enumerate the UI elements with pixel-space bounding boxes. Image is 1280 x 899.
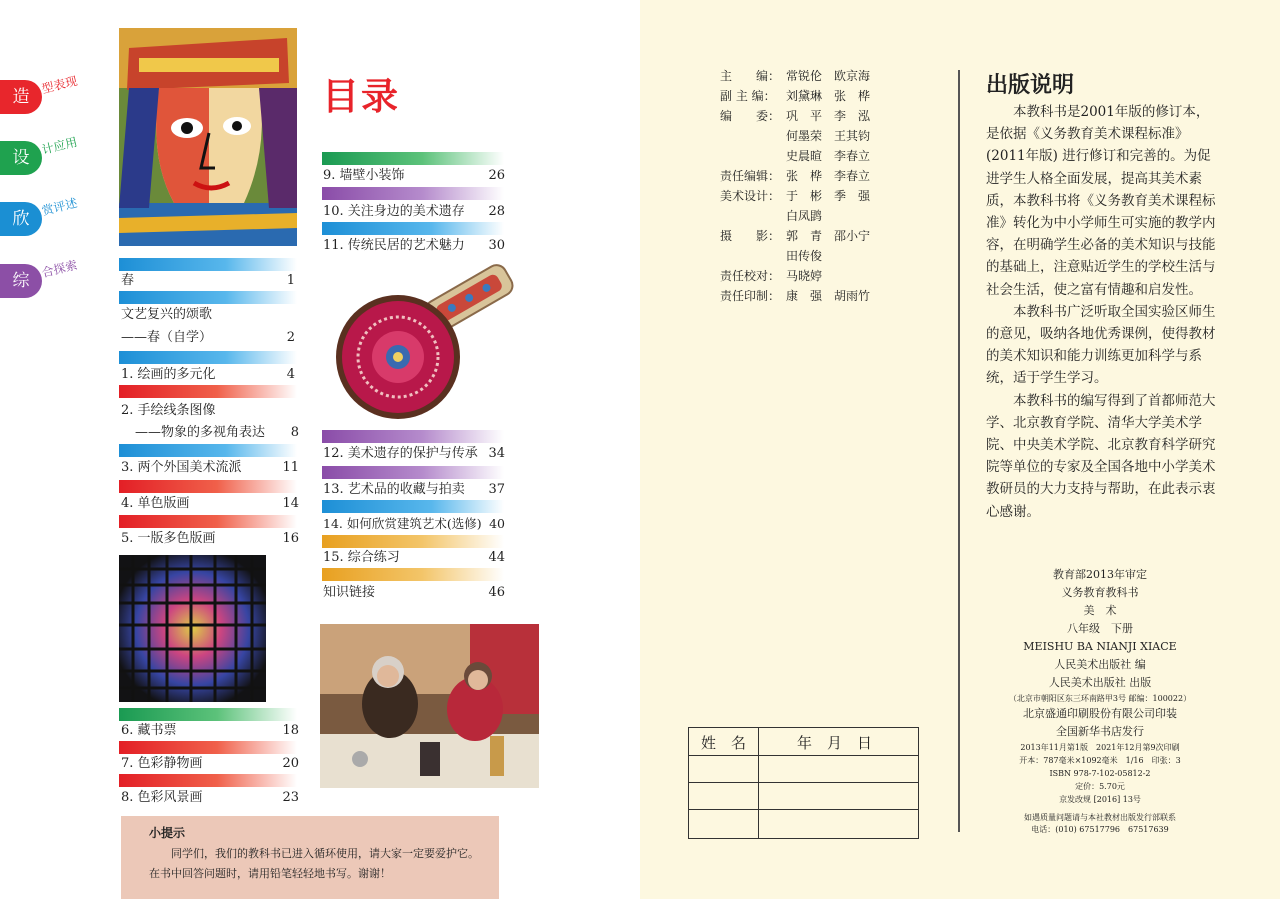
toc-entry-page: 26 [488, 168, 505, 183]
credit-label: 责任印制： [720, 289, 781, 303]
credit-value: 郭 青 邵小宁 [786, 229, 871, 243]
toc-entry-page: 1 [286, 273, 295, 288]
toc-entry-page: 44 [488, 550, 505, 565]
credit-label: 编 委： [720, 109, 781, 123]
credit-value: 田传俊 [786, 249, 823, 263]
imprint-line: 如遇质量问题请与本社教材出版发行部联系 [1024, 813, 1176, 822]
credit-row [720, 226, 870, 246]
imprint-line: 人民美术出版社 编 [1054, 658, 1146, 671]
imprint-line: 义务教育教科书 [1061, 586, 1139, 599]
name-column [689, 728, 759, 838]
toc-entry-title: 2. 手绘线条图像 [121, 403, 216, 418]
name-header: 姓 名 [701, 734, 747, 752]
toc-entry-title: 春 [121, 273, 135, 288]
toc-entry-page: 30 [488, 238, 505, 253]
imprint-line: 定价：5.70元 [1075, 782, 1125, 791]
credit-value: 康 强 胡雨竹 [786, 289, 871, 303]
category-label: 赏评述 [40, 195, 79, 219]
toc-entry-title: ——春（自学） [121, 330, 213, 345]
category-tab-modeling[interactable] [0, 73, 110, 114]
credit-value: 于 彬 季 强 [786, 189, 871, 203]
table-row-line [689, 782, 918, 783]
imprint-line: 开本：787毫米×1092毫米 1/16 印张：3 [1019, 756, 1181, 765]
portrait-painting [119, 28, 297, 246]
credit-value: 刘黛琳 张 桦 [786, 89, 871, 103]
vertical-divider [958, 70, 960, 832]
toc-entry-title: 8. 色彩风景画 [121, 790, 203, 805]
category-tab-exploration[interactable] [0, 257, 110, 298]
toc-entry-title: ——物象的多视角表达 [135, 425, 266, 440]
section-bar [119, 774, 297, 787]
toc-entry-page: 23 [282, 790, 299, 805]
toc-entry-title: 3. 两个外国美术流派 [121, 460, 242, 475]
category-initial: 欣 [0, 202, 42, 236]
section-bar [119, 741, 297, 754]
imprint-line: 全国新华书店发行 [1056, 725, 1144, 738]
toc-entry-page: 20 [282, 756, 299, 771]
editorial-credits [720, 66, 870, 306]
credit-label: 美术设计： [720, 189, 781, 203]
toc-entry-title: 13. 艺术品的收藏与拍卖 [323, 482, 465, 497]
credit-value: 常锐伦 欧京海 [786, 69, 871, 83]
date-header: 年 月 日 [797, 734, 873, 752]
paragraph: 本教科书广泛听取全国实验区师生的意见，吸纳各地优秀课例，使得教材的美术知识和能力训练更加科学与系统，适于学生学习。 [986, 303, 1216, 387]
credit-row [720, 66, 870, 86]
section-bar [119, 258, 297, 271]
category-initial: 综 [0, 264, 42, 298]
section-bar [119, 480, 297, 493]
publication-notes-body [986, 101, 1218, 523]
toc-entry-page: 16 [282, 531, 299, 546]
section-bar [119, 444, 297, 457]
category-label: 合探索 [40, 257, 79, 281]
credit-row [720, 286, 870, 306]
toc-entry-page: 40 [489, 516, 505, 531]
toc-entry-title: 文艺复兴的颂歌 [121, 307, 213, 322]
section-bar [119, 351, 297, 364]
credit-label: 责任校对： [720, 269, 781, 283]
toc-entry-title: 6. 藏书票 [121, 723, 177, 738]
embroidered-ornament-image [330, 262, 522, 422]
imprint-line: 京发改规 [2016] 13号 [1059, 795, 1141, 804]
toc-entry-page: 2 [286, 330, 295, 345]
toc-entry-page: 46 [488, 585, 505, 600]
imprint-line: （北京市朝阳区东三环南路甲3号 邮编：100022） [1008, 694, 1192, 703]
section-bar [322, 430, 504, 443]
credit-value: 张 桦 李春立 [786, 169, 871, 183]
credit-label: 主 编： [720, 69, 781, 83]
section-bar [322, 187, 504, 200]
hint-box [121, 816, 499, 899]
toc-entry-title: 5. 一版多色版画 [121, 531, 216, 546]
hint-body: 同学们，我们的教科书已进入循环使用，请大家一定要爱护它。在书中回答问题时，请用铅笔轻轻地书写。谢谢！ [149, 847, 479, 880]
credit-value: 何墨荣 王其钧 [786, 129, 871, 143]
toc-entry-page: 4 [286, 367, 295, 382]
credit-value: 马晓婷 [786, 269, 823, 283]
section-bar [119, 515, 297, 528]
category-tab-appreciation[interactable] [0, 195, 110, 236]
name-date-table [688, 727, 919, 839]
section-bar [322, 466, 504, 479]
credit-row [720, 86, 870, 106]
category-initial: 造 [0, 80, 42, 114]
imprint-line: 美 术 [1083, 604, 1117, 617]
toc-entry-title: 知识链接 [323, 585, 376, 600]
imprint-line: 2013年11月第1版 2021年12月第9次印刷 [1020, 743, 1180, 752]
imprint-line: MEISHU BA NIANJI XIACE [1023, 640, 1177, 653]
credit-value: 白凤鹍 [786, 209, 823, 223]
toc-entry-page: 14 [282, 496, 299, 511]
toc-entry-page: 37 [488, 482, 505, 497]
toc-entry-title: 4. 单色版画 [121, 496, 190, 511]
toc-entry-title: 7. 色彩静物画 [121, 756, 203, 771]
hint-heading: 小提示 [149, 826, 186, 840]
toc-entry-title: 10. 关注身边的美术遗存 [323, 204, 465, 219]
crafting-photo [320, 624, 539, 788]
toc-entry-title: 1. 绘画的多元化 [121, 367, 216, 382]
toc-entry-title: 15. 综合练习 [323, 550, 400, 565]
credit-label: 责任编辑： [720, 169, 781, 183]
section-bar [322, 500, 504, 513]
credit-row [720, 146, 870, 166]
credit-row [720, 106, 870, 126]
category-label: 型表现 [40, 73, 79, 97]
imprint-line: 八年级 下册 [1067, 622, 1133, 635]
category-label: 计应用 [40, 134, 79, 158]
section-bar [322, 568, 504, 581]
category-tab-design[interactable] [0, 134, 110, 175]
toc-entry-title: 12. 美术遗存的保护与传承 [323, 446, 478, 461]
table-row-line [689, 809, 918, 810]
section-bar [322, 152, 504, 165]
section-bar [119, 385, 297, 398]
toc-entry-page: 18 [282, 723, 299, 738]
credit-value: 史晨暄 李春立 [786, 149, 871, 163]
credit-label: 副 主 编： [720, 89, 776, 103]
op-art-image [119, 555, 266, 702]
credit-row [720, 266, 870, 286]
paragraph: 本教科书的编写得到了首都师范大学、北京教育学院、清华大学美术学院、中央美术学院、北京教育科学研究院等单位的专家及全国各地中小学美术教研员的大力支持与帮助，在此表示衷心感谢。 [986, 392, 1216, 520]
toc-entry-page: 8 [290, 425, 299, 440]
imprint-block [970, 566, 1230, 836]
credit-row [720, 186, 870, 206]
toc-title: 目录 [322, 75, 400, 118]
toc-entry-title: 14. 如何欣赏建筑艺术(选修) [323, 516, 482, 531]
section-bar [322, 535, 504, 548]
credit-row [720, 206, 870, 226]
section-bar [119, 708, 297, 721]
section-bar [322, 222, 504, 235]
toc-entry-page: 11 [282, 460, 299, 475]
paragraph: 本教科书是2001年版的修订本，是依据《义务教育美术课程标准》(2011年版) 进行修订和完善的。为促进学生人格全面发展，提高其美术素质，本教科书将《义务教育美术课程标准》转化为中小学师生可实施的教学内容，在明确学生必备的美术知识与技能的基础上，注意贴近学生的学校生活与社会生活，使之富有情趣和启发性。 [986, 104, 1216, 298]
category-initial: 设 [0, 141, 42, 175]
credit-label: 摄 影： [720, 229, 781, 243]
toc-entry-page: 34 [488, 446, 505, 461]
toc-entry-title: 11. 传统民居的艺术魅力 [323, 238, 465, 253]
credit-row [720, 166, 870, 186]
credit-value: 巩 平 李 泓 [786, 109, 871, 123]
toc-entry-title: 9. 墙壁小装饰 [323, 168, 405, 183]
toc-entry-page: 28 [488, 204, 505, 219]
credit-row [720, 246, 870, 266]
section-bar [119, 291, 297, 304]
imprint-line: ISBN 978-7-102-05812-2 [1049, 769, 1151, 778]
publication-notes-title: 出版说明 [986, 73, 1075, 98]
imprint-line: 电话：(010) 67517796 67517639 [1031, 825, 1169, 834]
imprint-line: 人民美术出版社 出版 [1048, 676, 1152, 689]
imprint-line: 北京盛通印刷股份有限公司印装 [1023, 707, 1177, 720]
imprint-line: 教育部2013年审定 [1053, 568, 1147, 581]
credit-row [720, 126, 870, 146]
